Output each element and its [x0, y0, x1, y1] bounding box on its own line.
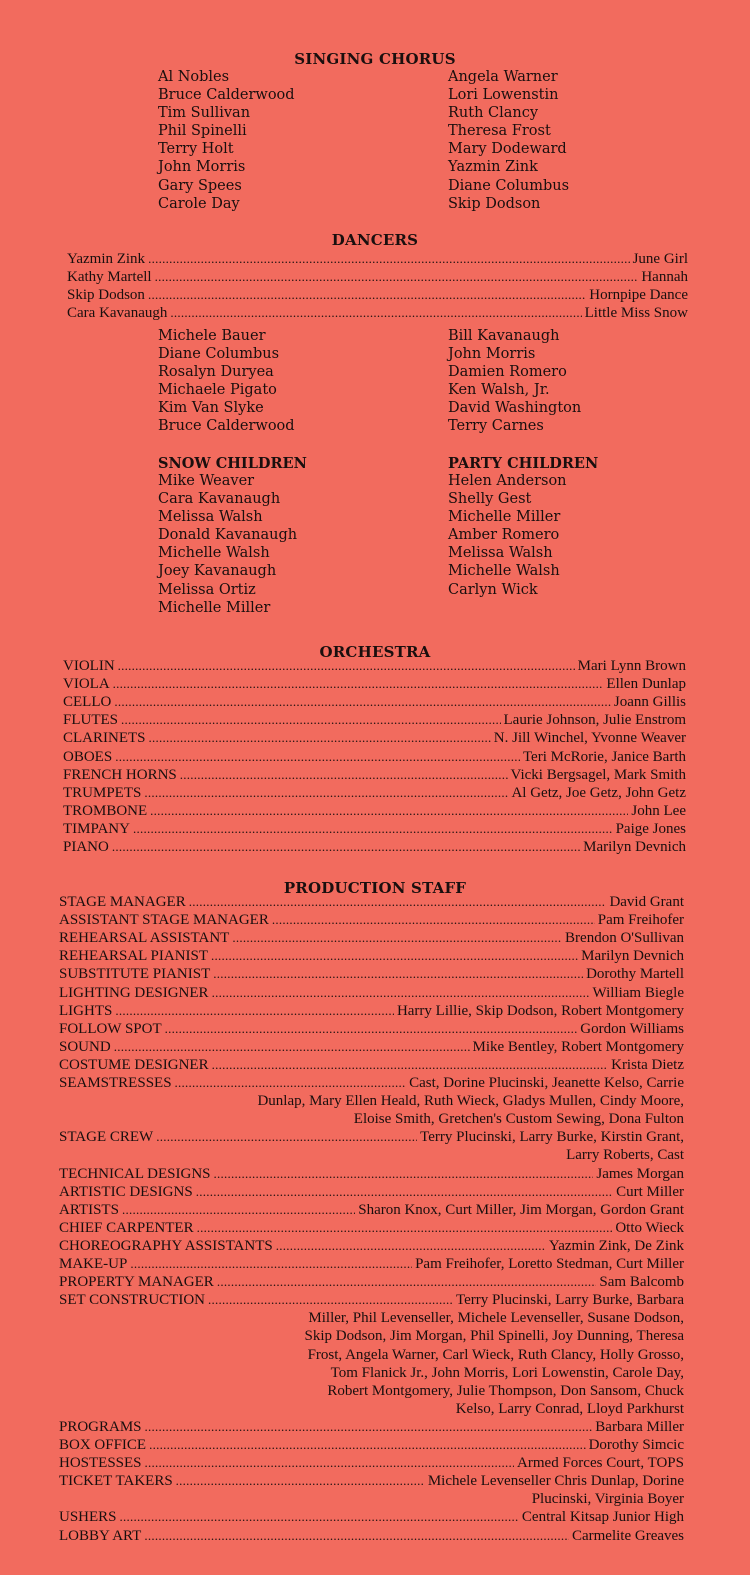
orchestra-row-role: VIOLIN [63, 658, 115, 674]
snow-child-name: Joey Kavanaugh [158, 563, 277, 580]
snow-children-list [158, 472, 297, 617]
staff-row-name: Sam Balcomb [599, 1274, 684, 1291]
singing-chorus-left-list [158, 68, 295, 213]
dancer-name: Rosalyn Duryea [158, 364, 274, 381]
orchestra-row [63, 711, 686, 729]
staff-row-continuation: Plucinski, Virginia Boyer [531, 1491, 684, 1508]
staff-row-continuation: Frost, Angela Warner, Carl Wieck, Ruth Clancy, Holly Grosso, [307, 1346, 684, 1363]
staff-row-role: ASSISTANT STAGE MANAGER [59, 912, 269, 929]
dancer-name: Diane Columbus [158, 346, 280, 363]
snow-children-heading: SNOW CHILDREN [158, 455, 307, 472]
staff-row-name: Brendon O'Sullivan [565, 930, 684, 947]
orchestra-row [63, 693, 686, 711]
orchestra-row-name: Teri McRorie, Janice Barth [522, 748, 686, 765]
staff-row-name: Pam Freihofer [597, 912, 684, 929]
dancer-role-row [67, 286, 688, 304]
staff-row [59, 1020, 684, 1038]
chorus-member: Diane Columbus [448, 177, 570, 194]
chorus-member: Terry Holt [158, 141, 234, 158]
orchestra-row-role: TIMPANY [63, 820, 130, 837]
chorus-member: Lori Lowenstin [448, 87, 559, 104]
staff-row-continuation: Larry Roberts, Cast [566, 1147, 684, 1164]
orchestra-row-role: FRENCH HORNS [63, 766, 177, 783]
dancer-role-row-name: June Girl [632, 251, 688, 267]
snow-child-name: Melissa Walsh [158, 509, 263, 526]
staff-row-name: Michele Levenseller Chris Dunlap, Dorine [427, 1473, 684, 1490]
staff-row [59, 1418, 684, 1436]
staff-row-role: PROGRAMS [59, 1418, 142, 1435]
staff-row-name: Central Kitsap Junior High [521, 1509, 684, 1526]
dot-leader [272, 911, 595, 929]
dancer-role-row-name: Little Miss Snow [584, 305, 688, 322]
staff-row-name: Dorothy Simcic [588, 1437, 684, 1453]
staff-row [59, 1056, 684, 1074]
snow-child-name: Michelle Walsh [158, 545, 270, 562]
orchestra-row-role: PIANO [63, 839, 109, 855]
chorus-member: Gary Spees [158, 177, 242, 194]
staff-row [59, 1255, 684, 1273]
chorus-member: Phil Spinelli [158, 123, 247, 140]
dot-leader [175, 1074, 407, 1092]
staff-row-continuation: Dunlap, Mary Ellen Heald, Ruth Wieck, Gladys Mullen, Cindy Moore, [257, 1093, 684, 1110]
dot-leader [197, 1219, 613, 1237]
staff-row [59, 984, 684, 1002]
dancer-role-row [67, 304, 688, 322]
party-children-heading: PARTY CHILDREN [448, 455, 599, 472]
staff-row [59, 1074, 684, 1092]
staff-row-continuation: Kelso, Larry Conrad, Lloyd Parkhurst [455, 1400, 684, 1417]
orchestra-row-name: Marilyn Devnich [583, 839, 686, 855]
staff-row-name: Terry Plucinski, Larry Burke, Barbara [455, 1292, 684, 1309]
dot-leader [148, 250, 630, 268]
staff-row-continuation: Tom Flanick Jr., John Morris, Lori Lowenstin, Carole Day, [330, 1364, 684, 1381]
dot-leader [180, 766, 508, 784]
orchestra-row [63, 675, 686, 693]
orchestra-row-name: John Lee [631, 802, 686, 819]
staff-row [59, 911, 684, 929]
dot-leader [149, 729, 491, 747]
dot-leader [149, 1436, 585, 1454]
dot-leader [165, 1020, 578, 1038]
orchestra-row-role: OBOES [63, 748, 113, 765]
dot-leader [170, 304, 581, 322]
orchestra-row [63, 729, 686, 747]
dancer-name: Terry Carnes [448, 418, 544, 435]
staff-row [59, 1002, 684, 1020]
dot-leader [196, 1183, 613, 1201]
dancers-right-list [448, 327, 581, 436]
staff-row-name: Mike Bentley, Robert Montgomery [472, 1038, 684, 1055]
dancer-role-row-role: Skip Dodson [67, 287, 145, 304]
orchestra-row-name: Paige Jones [615, 820, 686, 837]
chorus-member: Bruce Calderwood [158, 87, 295, 104]
staff-row [59, 1165, 684, 1183]
staff-row-name: Marilyn Devnich [581, 948, 684, 965]
orchestra-row-role: TROMBONE [63, 802, 148, 819]
dot-leader [232, 929, 562, 947]
staff-row-name: Carmelite Greaves [571, 1527, 684, 1544]
dot-leader [208, 1291, 453, 1309]
staff-row-role: TECHNICAL DESIGNS [59, 1165, 211, 1182]
staff-row [59, 893, 684, 911]
staff-row [59, 1237, 684, 1255]
dancer-role-row [67, 268, 688, 286]
dot-leader [145, 1454, 515, 1472]
dot-leader [150, 802, 628, 820]
chorus-member: Angela Warner [448, 69, 558, 85]
dot-leader [214, 1165, 594, 1183]
dancer-name: Damien Romero [448, 364, 567, 381]
staff-row [59, 1219, 684, 1237]
party-child-name: Michelle Miller [448, 509, 561, 526]
staff-row [59, 1291, 684, 1309]
dancer-name: David Washington [448, 400, 582, 417]
chorus-member: Skip Dodson [448, 195, 541, 212]
dancer-name: Bill Kavanaugh [448, 328, 560, 344]
staff-row [59, 1201, 684, 1219]
staff-row [59, 1128, 684, 1146]
staff-row-name: Sharon Knox, Curt Miller, Jim Morgan, Gordon Grant [358, 1201, 684, 1218]
orchestra-heading: ORCHESTRA [319, 643, 431, 661]
orchestra-row [63, 820, 686, 838]
dot-leader [144, 1527, 569, 1545]
chorus-member: Mary Dodeward [448, 141, 567, 158]
staff-row-name: Yazmin Zink, De Zink [548, 1237, 684, 1254]
orchestra-row-role: CLARINETS [63, 730, 146, 747]
dancers-left-list [158, 327, 295, 436]
dot-leader [115, 748, 520, 766]
orchestra-row [63, 838, 686, 856]
dot-leader [156, 1128, 417, 1146]
staff-row-name: Barbara Miller [595, 1418, 684, 1435]
dot-leader [211, 947, 578, 965]
dot-leader [217, 1273, 597, 1291]
staff-row [59, 929, 684, 947]
orchestra-row-name: Ellen Dunlap [606, 676, 686, 693]
staff-row-continuation: Miller, Phil Levenseller, Michele Levenseller, Susane Dodson, [308, 1310, 684, 1327]
party-children-list [448, 472, 567, 599]
dancer-name: Ken Walsh, Jr. [448, 382, 550, 399]
orchestra-row-name: Vicki Bergsagel, Mark Smith [510, 766, 686, 783]
singing-chorus-right-list [448, 68, 569, 213]
chorus-member: Al Nobles [158, 69, 230, 85]
staff-row-name: Otto Wieck [615, 1219, 684, 1236]
staff-row-role: LIGHTS [59, 1002, 113, 1019]
staff-row-role: SUBSTITUTE PIANIST [59, 966, 211, 983]
dot-leader [212, 984, 590, 1002]
party-child-name: Michelle Walsh [448, 563, 560, 580]
snow-child-name: Michelle Miller [158, 599, 271, 616]
chorus-member: Yazmin Zink [448, 159, 538, 176]
staff-row-name: Gordon Williams [580, 1020, 684, 1037]
staff-row-role: PROPERTY MANAGER [59, 1274, 214, 1291]
dancers-heading: DANCERS [331, 231, 419, 249]
orchestra-row-role: CELLO [63, 694, 112, 711]
dot-leader [189, 893, 607, 911]
staff-row-name: James Morgan [596, 1165, 684, 1182]
dot-leader [122, 1201, 355, 1219]
dot-leader [133, 820, 613, 838]
snow-child-name: Mike Weaver [158, 473, 255, 489]
chorus-member: Ruth Clancy [448, 105, 539, 122]
orchestra-row-name: Mari Lynn Brown [577, 658, 686, 674]
staff-row-role: REHEARSAL ASSISTANT [59, 930, 230, 947]
dancer-name: Kim Van Slyke [158, 400, 264, 417]
party-child-name: Melissa Walsh [448, 545, 553, 562]
staff-row-role: SOUND [59, 1038, 111, 1055]
dot-leader [144, 784, 508, 802]
staff-row-role: TICKET TAKERS [59, 1473, 173, 1490]
staff-row-name: David Grant [609, 894, 684, 910]
dot-leader [145, 1418, 593, 1436]
orchestra-row [63, 748, 686, 766]
chorus-member: Carole Day [158, 195, 240, 212]
staff-row [59, 1273, 684, 1291]
dot-leader [120, 1508, 519, 1526]
orchestra-row [63, 766, 686, 784]
staff-row-role: CHIEF CARPENTER [59, 1219, 194, 1236]
dot-leader [113, 675, 604, 693]
dancer-role-row-name: Hannah [641, 269, 688, 286]
snow-child-name: Melissa Ortiz [158, 581, 256, 598]
dot-leader [118, 657, 575, 675]
staff-row-role: SEAMSTRESSES [59, 1075, 172, 1091]
dot-leader [121, 711, 501, 729]
staff-row-continuation: Skip Dodson, Jim Morgan, Phil Spinelli, Joy Dunning, Theresa [304, 1328, 684, 1345]
orchestra-row-name: N. Jill Winchel, Yvonne Weaver [493, 730, 686, 747]
staff-row [59, 1454, 684, 1472]
dot-leader [213, 965, 583, 983]
staff-row-name: Dorothy Martell [586, 966, 684, 983]
staff-row-name: Cast, Dorine Plucinski, Jeanette Kelso, Carrie [409, 1075, 684, 1091]
staff-row [59, 965, 684, 983]
staff-row-role: SET CONSTRUCTION [59, 1292, 205, 1309]
dancer-role-row-role: Kathy Martell [67, 269, 152, 286]
dancer-role-row-role: Yazmin Zink [67, 251, 146, 267]
staff-row-role: ARTISTIC DESIGNS [59, 1183, 193, 1200]
staff-row-role: BOX OFFICE [59, 1437, 147, 1453]
staff-row [59, 1183, 684, 1201]
staff-row-role: HOSTESSES [59, 1455, 142, 1472]
staff-row-name: Terry Plucinski, Larry Burke, Kirstin Grant, [420, 1129, 684, 1146]
orchestra-row-name: Al Getz, Joe Getz, John Getz [511, 784, 686, 801]
dot-leader [276, 1237, 546, 1255]
staff-row-role: REHEARSAL PIANIST [59, 948, 209, 965]
staff-row-name: Harry Lillie, Skip Dodson, Robert Montgomery [396, 1002, 684, 1019]
staff-row-role: STAGE MANAGER [59, 894, 186, 910]
staff-row [59, 1472, 684, 1490]
party-child-name: Amber Romero [448, 527, 560, 544]
snow-child-name: Cara Kavanaugh [158, 491, 281, 508]
staff-row [59, 1527, 684, 1545]
orchestra-row [63, 802, 686, 820]
dancer-role-row [67, 250, 688, 268]
dot-leader [130, 1255, 412, 1273]
staff-row-role: FOLLOW SPOT [59, 1020, 162, 1037]
dot-leader [115, 1002, 394, 1020]
party-child-name: Carlyn Wick [448, 581, 538, 598]
staff-row-role: ARTISTS [59, 1201, 119, 1218]
dot-leader [212, 1056, 609, 1074]
dot-leader [155, 268, 639, 286]
staff-row-name: Armed Forces Court, TOPS [517, 1455, 684, 1472]
staff-row-role: MAKE-UP [59, 1256, 128, 1272]
staff-row [59, 1038, 684, 1056]
chorus-member: John Morris [158, 159, 246, 176]
dot-leader [112, 838, 580, 856]
staff-row-role: COSTUME DESIGNER [59, 1056, 209, 1073]
staff-row-role: STAGE CREW [59, 1129, 154, 1146]
party-child-name: Helen Anderson [448, 473, 567, 489]
dancer-role-row-name: Hornpipe Dance [589, 287, 688, 304]
production-staff-heading: PRODUCTION STAFF [283, 879, 467, 897]
orchestra-row-role: FLUTES [63, 712, 119, 729]
dot-leader [114, 1038, 470, 1056]
dancer-role-row-role: Cara Kavanaugh [67, 305, 168, 322]
staff-row-continuation: Eloise Smith, Gretchen's Custom Sewing, Dona Fulton [353, 1111, 684, 1128]
dancer-name: Michaele Pigato [158, 382, 277, 399]
staff-row-name: Pam Freihofer, Loretto Stedman, Curt Miller [415, 1256, 684, 1272]
orchestra-row-role: TRUMPETS [63, 784, 142, 801]
snow-child-name: Donald Kavanaugh [158, 527, 298, 544]
staff-row-name: William Biegle [592, 984, 684, 1001]
dot-leader [148, 286, 586, 304]
dancer-name: John Morris [448, 346, 536, 363]
staff-row-role: USHERS [59, 1509, 117, 1526]
staff-row-role: LOBBY ART [59, 1527, 142, 1544]
staff-row-name: Curt Miller [616, 1183, 684, 1200]
dancer-name: Bruce Calderwood [158, 418, 295, 435]
staff-row [59, 1436, 684, 1454]
chorus-member: Theresa Frost [448, 123, 551, 140]
orchestra-row-name: Joann Gillis [613, 694, 686, 711]
chorus-member: Tim Sullivan [158, 105, 251, 122]
orchestra-row [63, 657, 686, 675]
dot-leader [176, 1472, 425, 1490]
party-child-name: Shelly Gest [448, 491, 532, 508]
orchestra-row-role: VIOLA [63, 676, 110, 693]
staff-row-role: CHOREOGRAPHY ASSISTANTS [59, 1237, 273, 1254]
staff-row [59, 1508, 684, 1526]
orchestra-row [63, 784, 686, 802]
orchestra-row-name: Laurie Johnson, Julie Enstrom [503, 712, 686, 729]
dancer-name: Michele Bauer [158, 328, 266, 344]
staff-row-name: Krista Dietz [611, 1056, 684, 1073]
staff-row [59, 947, 684, 965]
dot-leader [114, 693, 611, 711]
staff-row-role: LIGHTING DESIGNER [59, 984, 209, 1001]
staff-row-continuation: Robert Montgomery, Julie Thompson, Don Sansom, Chuck [327, 1382, 684, 1399]
singing-chorus-heading: SINGING CHORUS [294, 50, 456, 68]
